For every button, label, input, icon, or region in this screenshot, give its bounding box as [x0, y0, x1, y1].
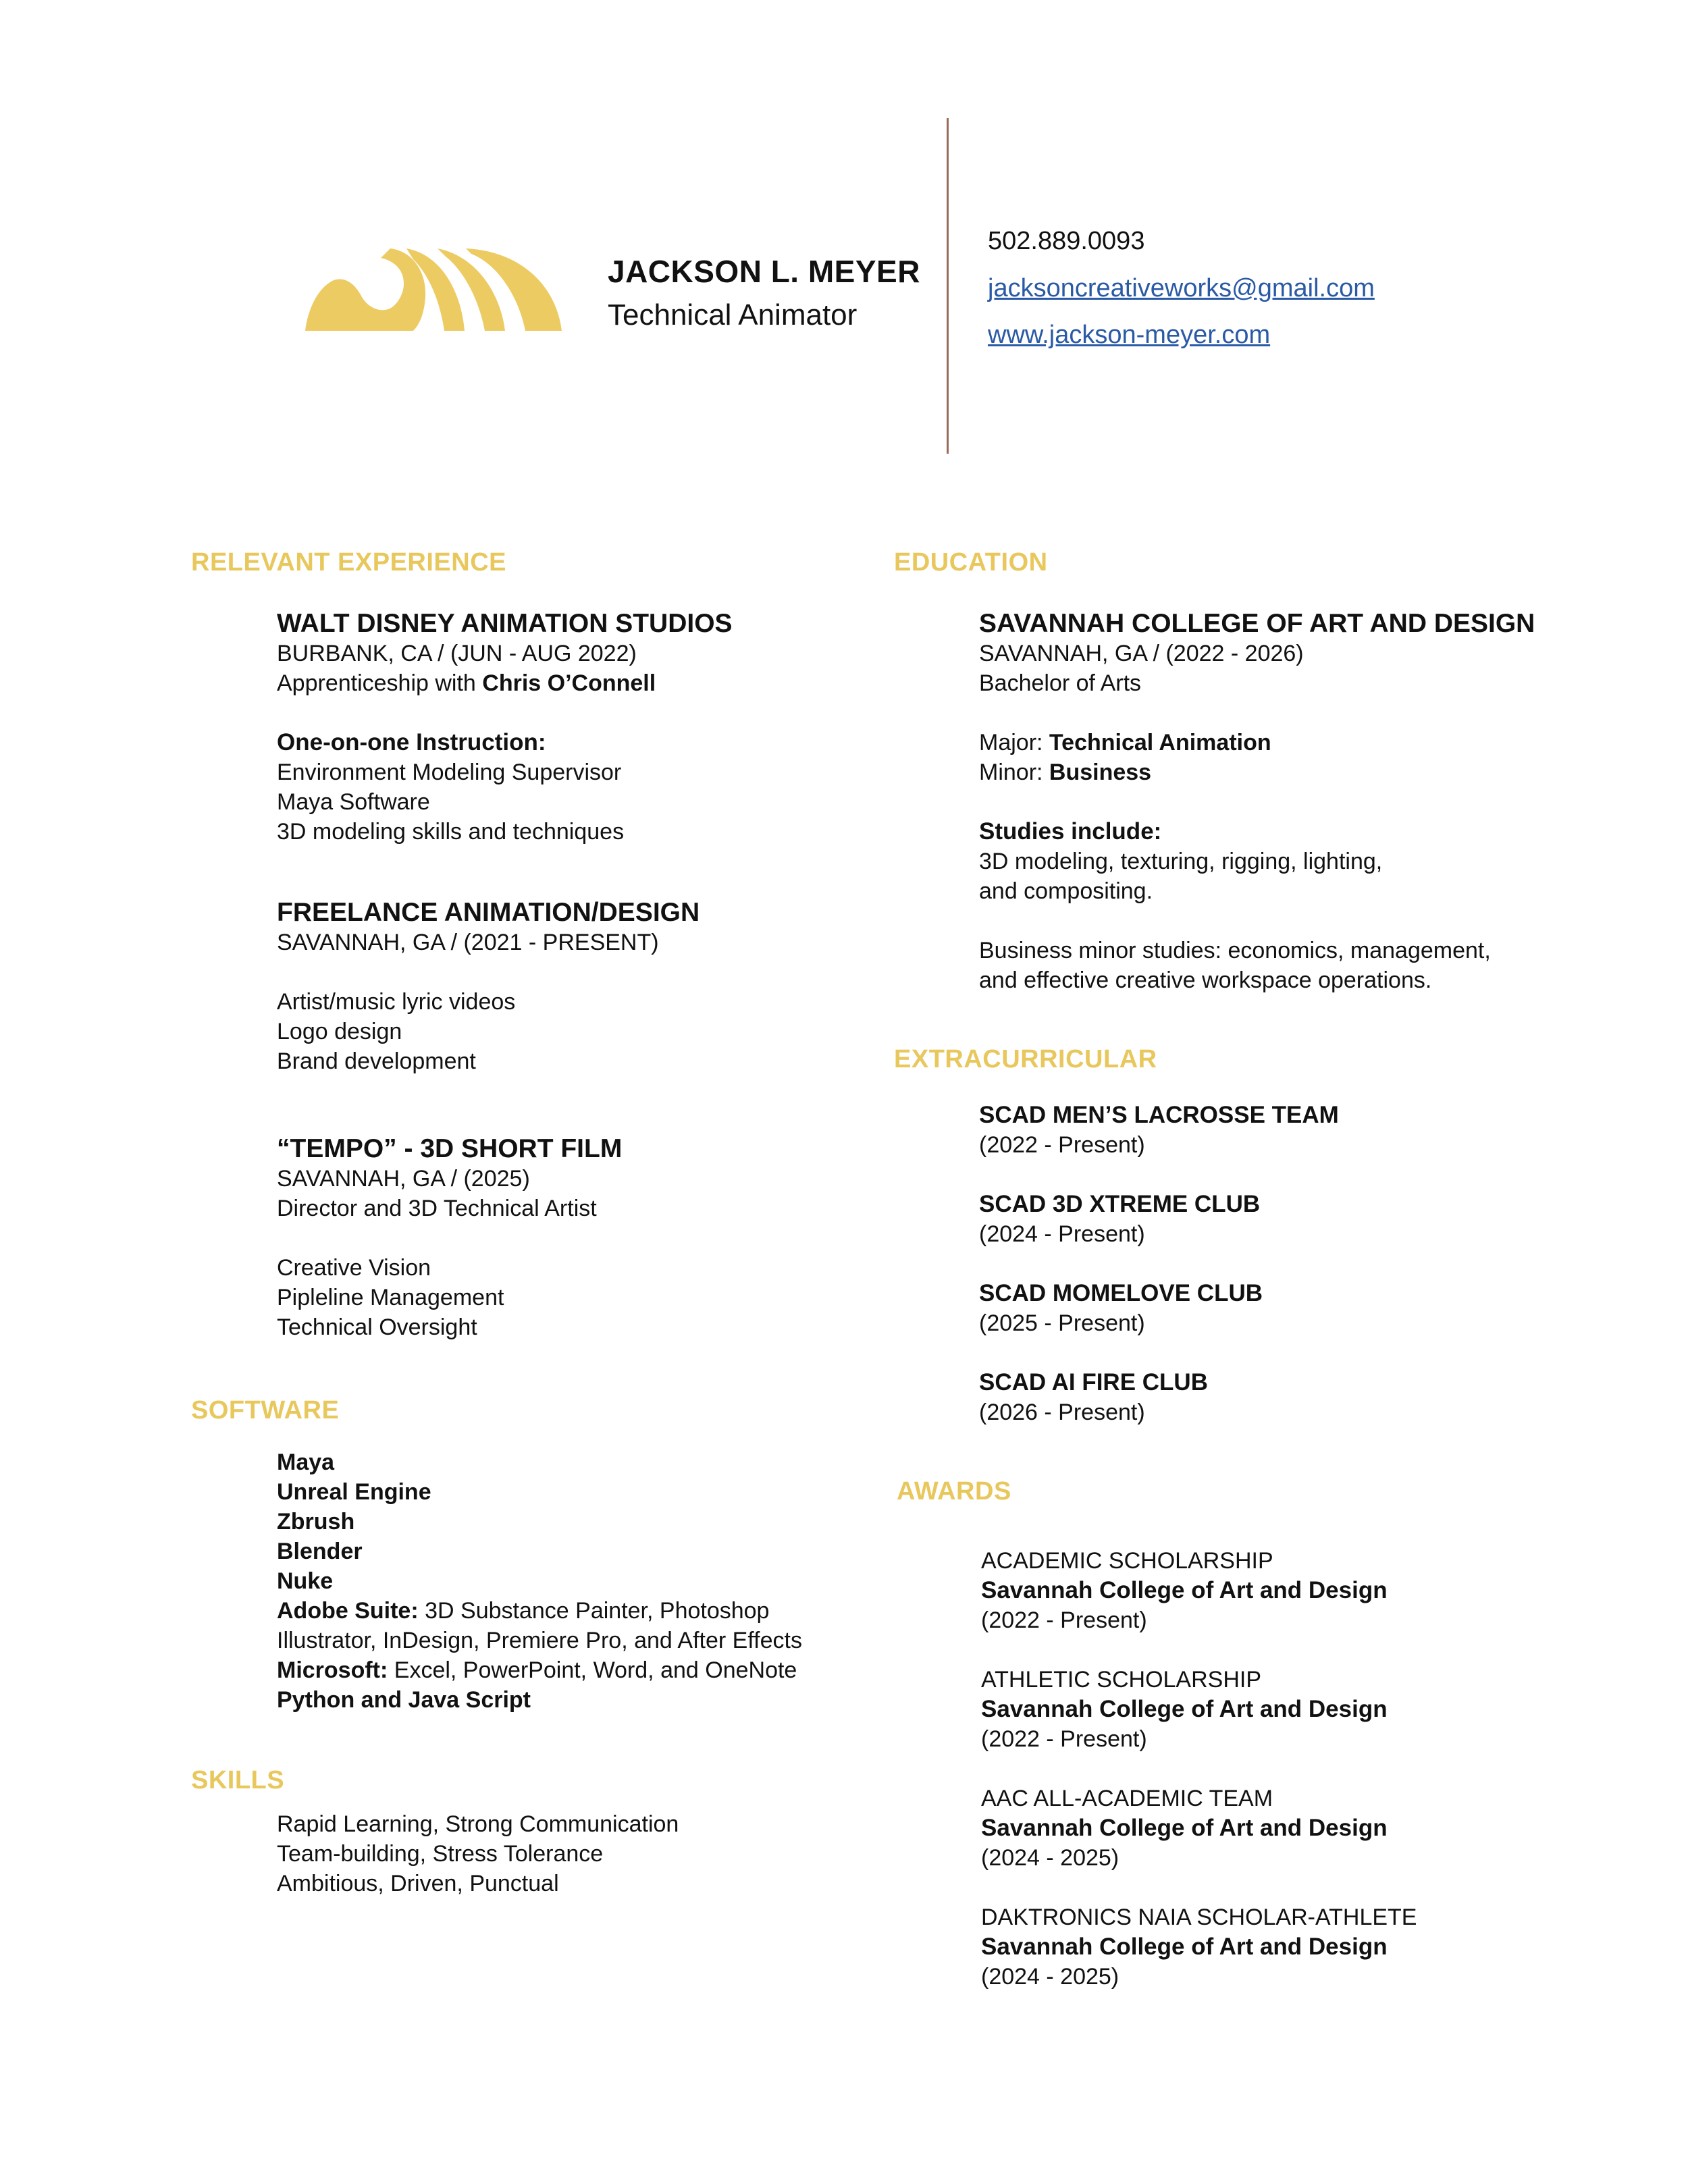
studies-heading: Studies include:	[979, 818, 1162, 845]
disney-role: Apprenticeship with Chris O’Connell	[277, 670, 656, 696]
disney-subheading: One-on-one Instruction:	[277, 729, 546, 755]
club-dates: (2025 - Present)	[979, 1310, 1145, 1336]
club-dates: (2022 - Present)	[979, 1132, 1145, 1158]
studies-line: and compositing.	[979, 878, 1153, 904]
freelance-location: SAVANNAH, GA / (2021 - PRESENT)	[277, 930, 659, 955]
club-name: SCAD AI FIRE CLUB	[979, 1369, 1208, 1395]
school-location: SAVANNAH, GA / (2022 - 2026)	[979, 641, 1304, 666]
school-name: SAVANNAH COLLEGE OF ART AND DESIGN	[979, 609, 1535, 638]
software-item: Unreal Engine	[277, 1479, 431, 1505]
club-name: SCAD 3D XTREME CLUB	[979, 1191, 1261, 1217]
list-item: Maya Software	[277, 789, 430, 815]
extracurricular-list	[979, 1100, 1339, 1427]
degree: Bachelor of Arts	[979, 670, 1142, 696]
award-dates: (2022 - Present)	[981, 1726, 1147, 1752]
tempo-org: “TEMPO” - 3D SHORT FILM	[277, 1134, 623, 1163]
freelance-org: FREELANCE ANIMATION/DESIGN	[277, 898, 700, 927]
list-item: 3D modeling skills and techniques	[277, 819, 625, 845]
list-item: Creative Vision	[277, 1255, 431, 1281]
skills-line: Team-building, Stress Tolerance	[277, 1841, 604, 1867]
list-item: Environment Modeling Supervisor	[277, 760, 622, 785]
software-microsoft: Microsoft: Excel, PowerPoint, Word, and OneNote	[277, 1657, 797, 1683]
software-adobe: Adobe Suite: 3D Substance Painter, Photoshop	[277, 1598, 770, 1624]
jm-monogram-logo	[305, 248, 562, 331]
software-adobe-cont: Illustrator, InDesign, Premiere Pro, and After Effects	[277, 1628, 802, 1653]
software-languages: Python and Java Script	[277, 1687, 531, 1713]
award-dates: (2024 - 2025)	[981, 1845, 1119, 1871]
award-title: ATHLETIC SCHOLARSHIP	[981, 1667, 1262, 1693]
club-name: SCAD MOMELOVE CLUB	[979, 1280, 1263, 1306]
list-item: Logo design	[277, 1019, 402, 1044]
business-line: Business minor studies: economics, management,	[979, 938, 1491, 963]
experience-heading: RELEVANT EXPERIENCE	[191, 548, 506, 577]
phone-number: 502.889.0093	[988, 227, 1145, 255]
software-item: Maya	[277, 1449, 335, 1475]
award-dates: (2022 - Present)	[981, 1607, 1147, 1633]
awards-list	[981, 1546, 1417, 1992]
software-item: Blender	[277, 1539, 363, 1564]
list-item: Technical Oversight	[277, 1314, 477, 1340]
education-heading: EDUCATION	[894, 548, 1048, 577]
skills-line: Ambitious, Driven, Punctual	[277, 1871, 559, 1896]
skills-list	[277, 1809, 679, 1898]
software-item: Zbrush	[277, 1509, 355, 1535]
club-dates: (2026 - Present)	[979, 1400, 1145, 1425]
skills-heading: SKILLS	[191, 1766, 285, 1794]
disney-org: WALT DISNEY ANIMATION STUDIOS	[277, 609, 733, 638]
job-title: Technical Animator	[608, 298, 858, 331]
award-title: ACADEMIC SCHOLARSHIP	[981, 1548, 1273, 1574]
award-org: Savannah College of Art and Design	[981, 1577, 1388, 1603]
minor: Minor: Business	[979, 760, 1152, 785]
tempo-role: Director and 3D Technical Artist	[277, 1196, 597, 1221]
award-title: DAKTRONICS NAIA SCHOLAR-ATHLETE	[981, 1905, 1417, 1930]
software-list	[277, 1447, 802, 1715]
award-dates: (2024 - 2025)	[981, 1964, 1119, 1990]
tempo-location: SAVANNAH, GA / (2025)	[277, 1166, 530, 1192]
email-link[interactable]: jacksoncreativeworks@gmail.com	[988, 274, 1375, 302]
award-org: Savannah College of Art and Design	[981, 1696, 1388, 1722]
club-name: SCAD MEN’S LACROSSE TEAM	[979, 1102, 1339, 1128]
education-block	[979, 609, 1535, 995]
studies-line: 3D modeling, texturing, rigging, lighting,	[979, 849, 1383, 874]
experience-disney	[277, 609, 733, 847]
award-org: Savannah College of Art and Design	[981, 1815, 1388, 1841]
candidate-name: JACKSON L. MEYER	[608, 254, 920, 289]
software-item: Nuke	[277, 1568, 334, 1594]
list-item: Brand development	[277, 1048, 476, 1074]
awards-heading: AWARDS	[897, 1477, 1011, 1506]
website-link[interactable]: www.jackson-meyer.com	[988, 321, 1271, 349]
business-line: and effective creative workspace operations.	[979, 967, 1432, 993]
extracurricular-heading: EXTRACURRICULAR	[894, 1045, 1157, 1073]
list-item: Artist/music lyric videos	[277, 989, 516, 1015]
experience-tempo	[277, 1134, 622, 1342]
club-dates: (2024 - Present)	[979, 1221, 1145, 1247]
major: Major: Technical Animation	[979, 730, 1271, 755]
experience-freelance	[277, 898, 700, 1076]
disney-location: BURBANK, CA / (JUN - AUG 2022)	[277, 641, 637, 666]
skills-line: Rapid Learning, Strong Communication	[277, 1811, 679, 1837]
header-divider	[947, 118, 949, 454]
list-item: Pipleline Management	[277, 1285, 504, 1310]
software-heading: SOFTWARE	[191, 1396, 340, 1424]
award-org: Savannah College of Art and Design	[981, 1934, 1388, 1960]
award-title: AAC ALL-ACADEMIC TEAM	[981, 1786, 1273, 1811]
